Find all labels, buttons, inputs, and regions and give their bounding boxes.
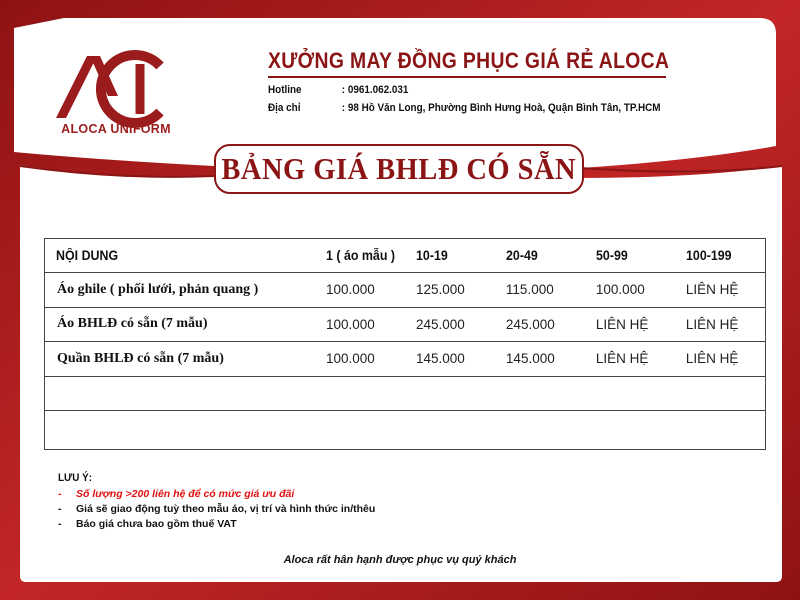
hotline-value: : 0961.062.031	[341, 84, 409, 96]
table-row	[45, 308, 765, 343]
price-cell: LIÊN HỆ	[685, 316, 739, 332]
logo-brand-text: ALOCA UNIFORM	[61, 122, 171, 136]
price-cell: LIÊN HỆ	[595, 351, 649, 367]
item-name: Áo BHLĐ có sẵn (7 mẫu)	[57, 316, 208, 332]
price-cell: LIÊN HỆ	[595, 316, 649, 332]
footer-text: Aloca rất hân hạnh được phục vụ quý khách	[283, 554, 517, 566]
price-cell: 245.000	[415, 316, 465, 332]
price-cell: 145.000	[505, 351, 555, 367]
table-header-row	[45, 239, 765, 273]
note-item: - Số lượng >200 liên hệ để có mức giá ưu đãi	[58, 487, 295, 500]
price-cell: 100.000	[595, 282, 645, 298]
price-cell: 145.000	[415, 351, 465, 367]
company-name: XƯỞNG MAY ĐỒNG PHỤC GIÁ RẺ ALOCA	[268, 48, 670, 73]
price-cell: 115.000	[505, 282, 554, 298]
address-label: Địa chỉ	[268, 102, 301, 114]
price-cell: LIÊN HỆ	[685, 282, 739, 298]
hotline-label: Hotline	[268, 84, 302, 96]
price-cell: 100.000	[325, 316, 375, 332]
note-item: - Báo giá chưa bao gồm thuế VAT	[58, 517, 237, 530]
company-underline	[268, 76, 666, 78]
header-qty-10-19: 10-19	[415, 248, 448, 263]
price-cell: 125.000	[415, 282, 465, 298]
price-table	[44, 238, 766, 450]
header-qty-100-199: 100-199	[685, 248, 732, 263]
header-qty-20-49: 20-49	[505, 248, 538, 263]
price-cell: LIÊN HỆ	[685, 351, 739, 367]
notes-section	[58, 472, 375, 531]
header-qty-1: 1 ( áo mẫu )	[325, 248, 395, 263]
price-cell: 245.000	[505, 316, 555, 332]
item-name: Quần BHLĐ có sẵn (7 mẫu)	[57, 350, 224, 366]
header-qty-50-99: 50-99	[595, 248, 628, 263]
note-item: - Giá sẽ giao động tuỳ theo mẫu áo, vị trí và hình thức in/thêu	[58, 502, 376, 515]
price-cell: 100.000	[325, 351, 375, 367]
hotline-row	[268, 84, 408, 96]
header-content: NỘI DUNG	[56, 248, 119, 263]
table-row	[45, 273, 765, 308]
title-banner	[214, 144, 584, 194]
price-cell: 100.000	[325, 282, 375, 298]
table-row-empty	[45, 411, 765, 449]
table-row-empty	[45, 377, 765, 412]
table-row	[45, 342, 765, 377]
address-row	[268, 102, 661, 114]
item-name: Áo ghile ( phối lưới, phản quang )	[57, 281, 259, 297]
page-title: BẢNG GIÁ BHLĐ CÓ SẴN	[221, 151, 577, 186]
notes-title: LƯU Ý:	[58, 472, 93, 484]
address-value: : 98 Hồ Văn Long, Phường Bình Hưng Hoà, Quận Bình Tân, TP.HCM	[341, 102, 661, 114]
